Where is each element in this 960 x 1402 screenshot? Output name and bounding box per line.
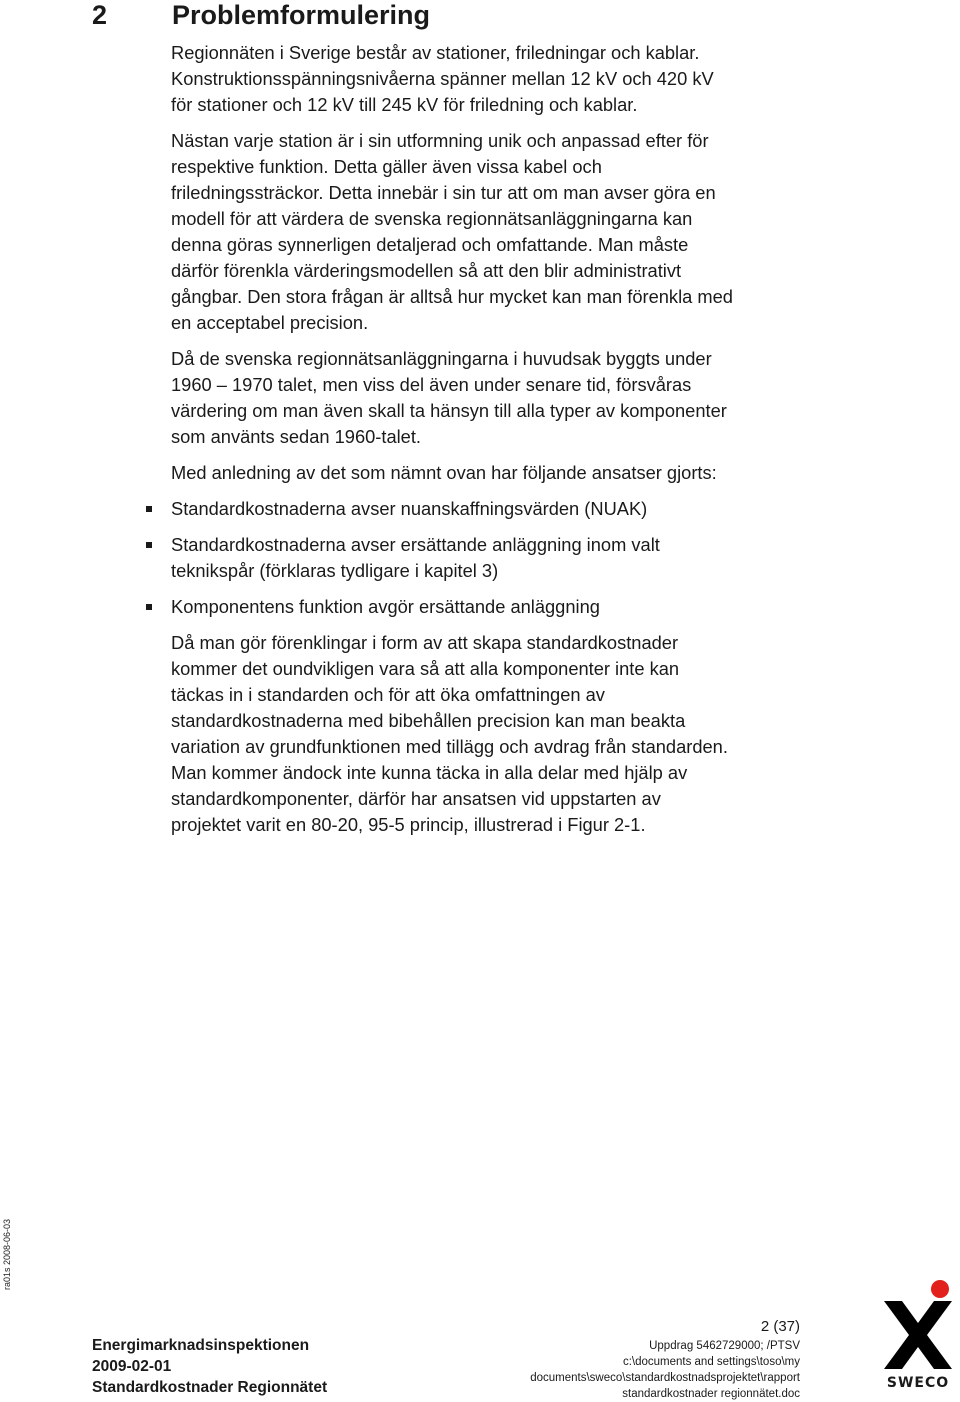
text-line: värdering om man även skall ta hänsyn till alla typer av komponenter (171, 400, 727, 421)
text-line: Då de svenska regionnätsanläggningarna i huvudsak byggts under (171, 348, 712, 369)
text-line: modell för att värdera de svenska regionnätsanläggningarna kan (171, 208, 693, 229)
paragraph-2 (171, 128, 831, 336)
text-line: respektive funktion. Detta gäller även vissa kabel och (171, 156, 602, 177)
bullet-list (171, 496, 831, 620)
text-line: Komponentens funktion avgör ersättande anläggning (171, 596, 600, 617)
text-line: kommer det oundvikligen vara så att alla komponenter inte kan (171, 658, 680, 679)
text-line: teknikspår (förklaras tydligare i kapitel 3) (171, 560, 499, 581)
footer-right (530, 1338, 800, 1402)
text-line: 1960 – 1970 talet, men viss del även under senare tid, försvåras (171, 374, 692, 395)
text-line: Med anledning av det som nämnt ovan har följande ansatser gjorts: (171, 462, 717, 483)
text-line: standardkomponenter, därför har ansatsen vid uppstarten av (171, 788, 661, 809)
text-line: för stationer och 12 kV till 245 kV för friledning och kablar. (171, 94, 638, 115)
section-number: 2 (92, 0, 108, 30)
logo-red-dot (931, 1280, 949, 1298)
text-line: Nästan varje station är i sin utformning unik och anpassad efter för (171, 130, 709, 151)
square-bullet-icon (146, 604, 152, 610)
sweco-logo-icon (880, 1275, 956, 1390)
text-line: standardkostnaderna med bibehållen precision kan man beakta (171, 710, 686, 731)
paragraph-1 (171, 40, 831, 118)
body-text (171, 40, 831, 848)
logo-x-shape (884, 1301, 952, 1369)
logo-wordmark: SWECO (886, 1375, 950, 1391)
text-line: Man kommer ändock inte kunna täcka in alla delar med hjälp av (171, 762, 688, 783)
text-line: projektet varit en 80-20, 95-5 princip, illustrerad i Figur 2-1. (171, 814, 646, 835)
text-line: denna göras synnerligen detaljerad och omfattande. Man måste (171, 234, 689, 255)
document-template-code: ra01s 2008-06-03 (2, 1218, 12, 1290)
section-heading (92, 0, 430, 30)
text-line: variation av grundfunktionen med tillägg och avdrag från standarden. (171, 736, 728, 757)
text-line: Standardkostnaderna avser nuanskaffningsvärden (NUAK) (171, 498, 648, 519)
footer-assignment: Uppdrag 5462729000; /PTSV (649, 1340, 800, 1352)
text-line: som använts sedan 1960-talet. (171, 426, 422, 447)
paragraph-3 (171, 346, 831, 450)
paragraph-4 (171, 460, 831, 486)
footer-document-title: Standardkostnader Regionnätet (92, 1379, 328, 1396)
text-line: Regionnäten i Sverige består av stationer, friledningar och kablar. (171, 42, 700, 63)
footer-filename: standardkostnader regionnätet.doc (622, 1388, 800, 1400)
footer-left (92, 1335, 327, 1398)
text-line: friledningssträckor. Detta innebär i sin tur att om man avser göra en (171, 182, 716, 203)
list-item (171, 496, 831, 522)
square-bullet-icon (146, 542, 152, 548)
list-item (171, 532, 831, 584)
text-line: täckas in i standarden och för att öka omfattningen av (171, 684, 605, 705)
text-line: gångbar. Den stora frågan är alltså hur mycket kan man förenkla med (171, 286, 733, 307)
footer-path-line: c:\documents and settings\toso\my (622, 1356, 800, 1368)
footer-organization: Energimarknadsinspektionen (92, 1337, 310, 1354)
text-line: Då man gör förenklingar i form av att skapa standardkostnader (171, 632, 679, 653)
page-number: 2 (37) (760, 1318, 800, 1335)
paragraph-5 (171, 630, 831, 838)
list-item (171, 594, 831, 620)
text-line: Konstruktionsspänningsnivåerna spänner mellan 12 kV och 420 kV (171, 68, 714, 89)
section-title: Problemformulering (172, 0, 431, 30)
text-line: Standardkostnaderna avser ersättande anläggning inom valt (171, 534, 660, 555)
square-bullet-icon (146, 506, 152, 512)
text-line: en acceptabel precision. (171, 312, 369, 333)
footer-date: 2009-02-01 (92, 1358, 172, 1375)
text-line: därför förenkla värderingsmodellen så att den blir administrativt (171, 260, 682, 281)
footer-path-line: documents\sweco\standardkostnadsprojektet\rapport (530, 1372, 800, 1384)
